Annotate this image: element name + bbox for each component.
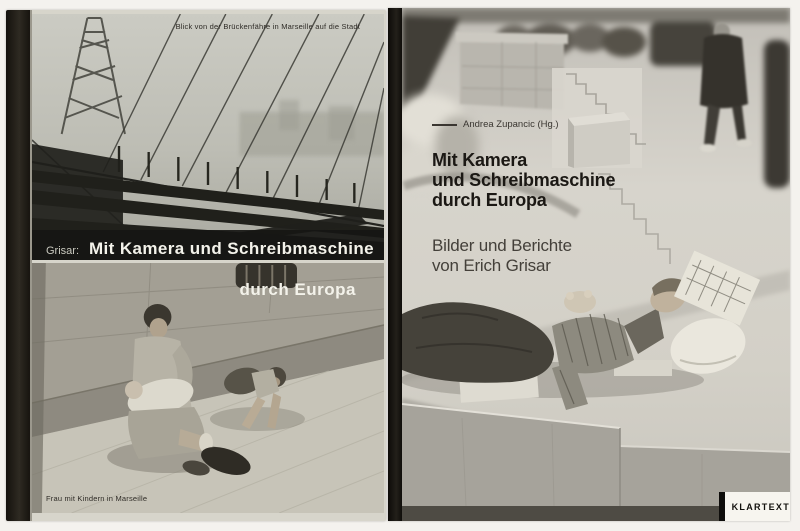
left-book-spine [6,10,32,521]
left-author-prefix: Grisar: [46,245,79,257]
photo-caption-top: Blick von der Brückenfähre in Marseille auf die Stadt [175,22,360,31]
publisher-bar-icon [719,492,725,521]
publisher-logo [719,492,790,521]
stone-parapet [456,32,568,110]
bridge-photo-art [32,14,384,260]
right-title-line1: Mit Kamera [432,150,528,170]
byline-dash [432,124,457,126]
left-title-line2: durch Europa [239,280,356,299]
right-subtitle-line2: von Erich Grisar [432,256,551,275]
photo-caption-bottom: Frau mit Kindern in Marseille [46,494,148,503]
editor-byline [432,119,559,130]
right-book-front [402,8,790,521]
woman-children-photo [32,263,384,513]
right-subtitle-line1: Bilder und Berichte [432,236,572,255]
editor-name: Andrea Zupancic (Hg.) [463,119,559,130]
woman-photo-art [32,263,384,513]
left-title-row [46,239,380,259]
left-book-front [32,10,386,521]
left-book-cover [6,10,386,521]
right-title [432,150,615,210]
bridge-photo [32,14,384,260]
right-book-spine [388,8,402,521]
right-subtitle [432,236,572,276]
right-book-cover [388,8,790,521]
publisher-name: KLARTEXT [731,501,790,512]
left-title-line1: Mit Kamera und Schreibmaschine [89,239,375,258]
right-title-line3: durch Europa [432,190,547,210]
right-title-line2: und Schreibmaschine [432,170,616,190]
